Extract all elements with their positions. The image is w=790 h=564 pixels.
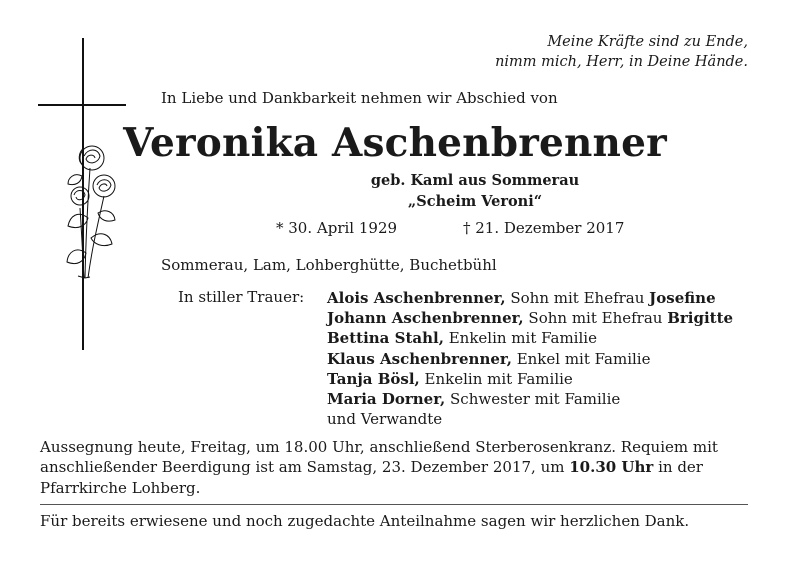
divider [40, 504, 748, 505]
mourner-row: Tanja Bösl, Enkelin mit Familie [327, 369, 573, 388]
places-text: Sommerau, Lam, Lohberghütte, Buchetbühl [161, 256, 497, 274]
birth-date: * 30. April 1929 [276, 219, 398, 237]
mourners-list [327, 288, 733, 429]
ceremony-info: Aussegnung heute, Freitag, um 18.00 Uhr, anschließend Sterberosenkranz. Requiem mit anschließender Beerdigung ist am Samstag, 23. Dezember 2017, um 10.30 Uhr in der Pfarrkirche Lohberg. [40, 438, 718, 497]
deceased-name: Veronika Aschenbrenner [123, 120, 667, 166]
intro-text: In Liebe und Dankbarkeit nehmen wir Abschied von [161, 89, 558, 107]
motto-verse [495, 32, 748, 72]
mourning-label: In stiller Trauer: [178, 288, 305, 306]
mourner-row: Johann Aschenbrenner, Sohn mit Ehefrau Brigitte [327, 309, 734, 328]
mourner-row: Klaus Aschenbrenner, Enkel mit Familie [327, 349, 651, 368]
mourner-row: Alois Aschenbrenner, Sohn mit Ehefrau Josefine [327, 289, 716, 307]
thanks-text: Für bereits erwiesene und noch zugedachte Anteilnahme sagen wir herzlichen Dank. [40, 512, 690, 530]
motto-line-1: Meine Kräfte sind zu Ende, [547, 34, 748, 50]
nickname: „Scheim Veroni“ [407, 193, 543, 210]
mourner-row: Maria Dorner, Schwester mit Familie [327, 390, 621, 409]
ceremony-time: 10.30 Uhr [569, 458, 654, 477]
motto-line-2: nimm mich, Herr, in Deine Hände. [495, 54, 748, 70]
mourner-row: und Verwandte [327, 410, 443, 429]
death-date: † 21. Dezember 2017 [463, 219, 625, 237]
mourner-row: Bettina Stahl, Enkelin mit Familie [327, 329, 597, 348]
deceased-origin [300, 170, 650, 212]
cross-with-roses-icon [38, 38, 128, 358]
maiden-name: geb. Kaml aus Sommerau [370, 172, 580, 189]
